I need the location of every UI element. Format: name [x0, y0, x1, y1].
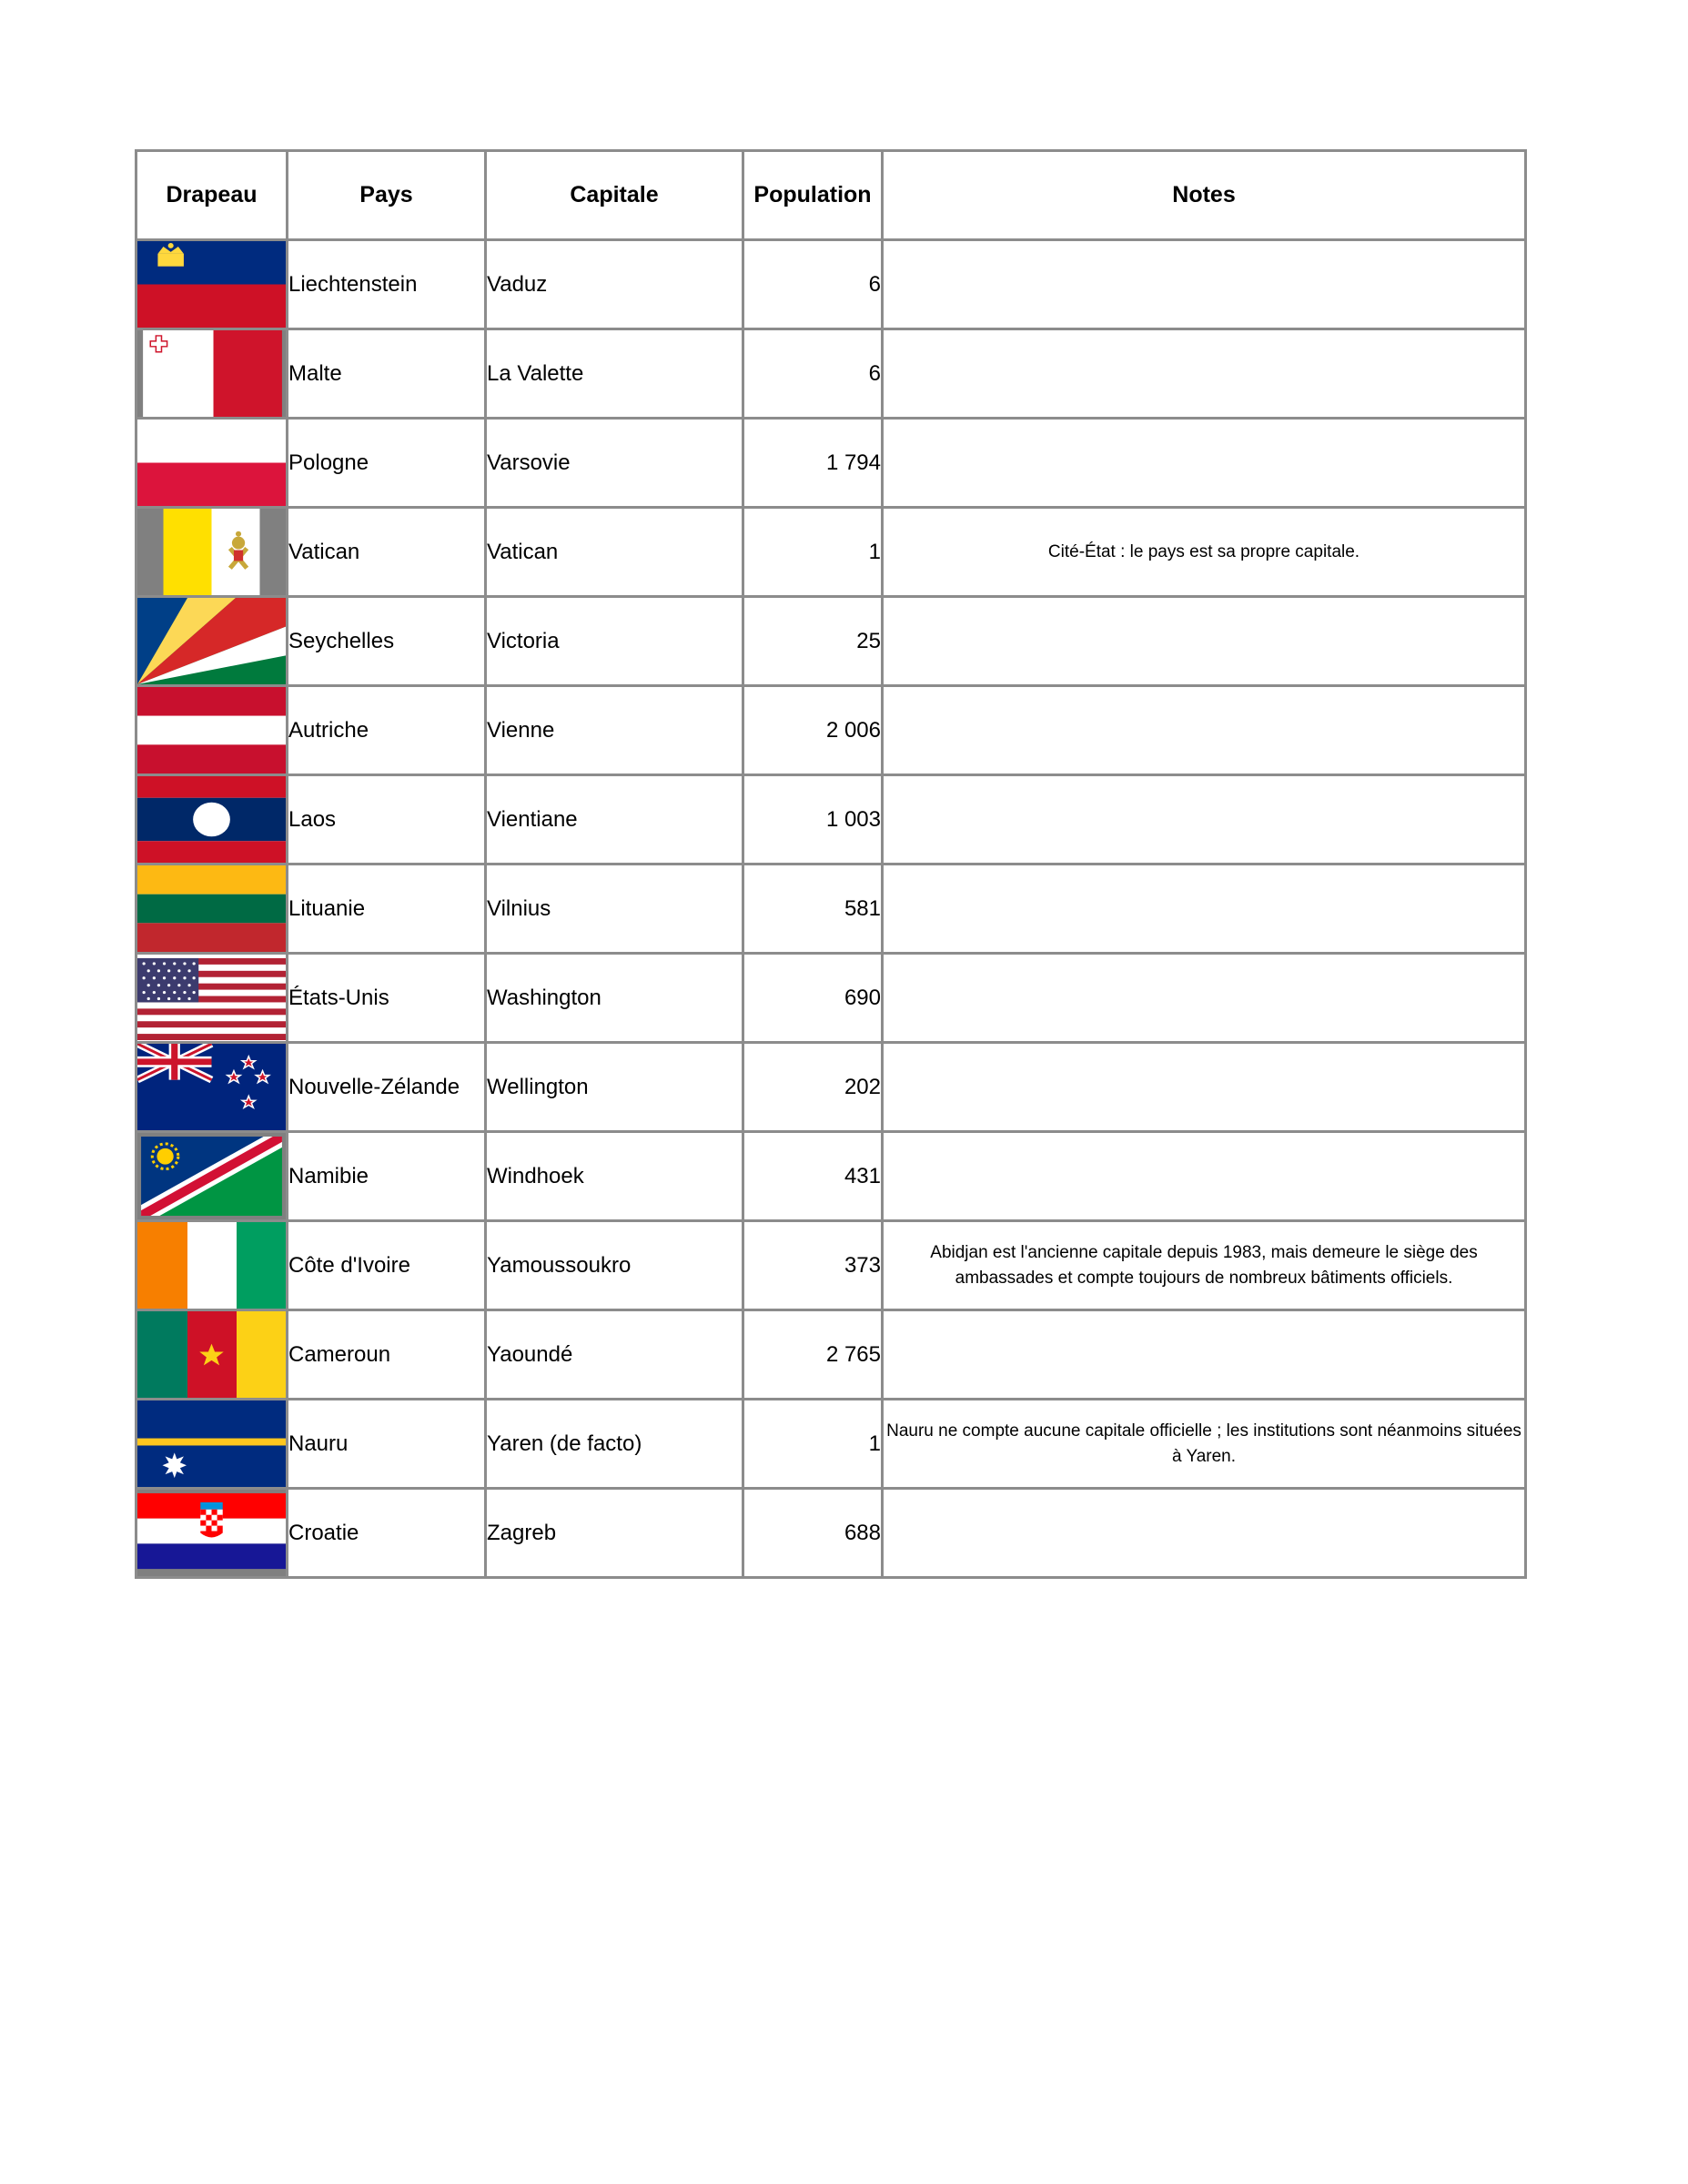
capital-cell: Yamoussoukro [486, 1221, 743, 1310]
country-cell: Côte d'Ivoire [288, 1221, 486, 1310]
population-cell: 6 [743, 329, 883, 419]
notes-cell: Cité-État : le pays est sa propre capitale. [883, 508, 1526, 597]
country-cell: Liechtenstein [288, 240, 486, 329]
notes-cell [883, 419, 1526, 508]
flag-cell [136, 954, 288, 1043]
capital-cell: Windhoek [486, 1132, 743, 1221]
notes-cell [883, 686, 1526, 775]
capital-cell: Washington [486, 954, 743, 1043]
flag-cell [136, 686, 288, 775]
country-cell: Seychelles [288, 597, 486, 686]
country-cell: Malte [288, 329, 486, 419]
capital-cell: Yaoundé [486, 1310, 743, 1400]
capital-cell: Wellington [486, 1043, 743, 1132]
flag-cell [136, 419, 288, 508]
header-notes: Notes [883, 151, 1526, 240]
capital-cell: Vatican [486, 508, 743, 597]
population-cell: 373 [743, 1221, 883, 1310]
country-cell: Nauru [288, 1400, 486, 1489]
flag-cell [136, 1132, 288, 1221]
capital-cell: Yaren (de facto) [486, 1400, 743, 1489]
country-cell: Vatican [288, 508, 486, 597]
table-row [136, 1221, 1526, 1310]
table-row [136, 954, 1526, 1043]
country-cell: Lituanie [288, 864, 486, 954]
flag-liechtenstein-icon [137, 241, 286, 328]
capitals-table [135, 149, 1527, 1579]
table-row [136, 1400, 1526, 1489]
country-cell: Croatie [288, 1489, 486, 1578]
notes-cell [883, 240, 1526, 329]
country-cell: Nouvelle-Zélande [288, 1043, 486, 1132]
flag-cell [136, 1043, 288, 1132]
population-cell: 431 [743, 1132, 883, 1221]
header-country: Pays [288, 151, 486, 240]
flag-cell [136, 1310, 288, 1400]
notes-cell: Abidjan est l'ancienne capitale depuis 1983, mais demeure le siège des ambassades et compte toujours de nombreux bâtiments officiels. [883, 1221, 1526, 1310]
flag-nauru-icon [137, 1400, 286, 1487]
population-cell: 581 [743, 864, 883, 954]
table-row [136, 1132, 1526, 1221]
capital-cell: Vilnius [486, 864, 743, 954]
notes-cell [883, 1489, 1526, 1578]
notes-cell [883, 329, 1526, 419]
flag-poland-icon [137, 420, 286, 506]
capital-cell: Vientiane [486, 775, 743, 864]
header-flag: Drapeau [136, 151, 288, 240]
header-population: Population [743, 151, 883, 240]
table-row [136, 508, 1526, 597]
capital-cell: La Valette [486, 329, 743, 419]
population-cell: 2 765 [743, 1310, 883, 1400]
country-cell: États-Unis [288, 954, 486, 1043]
flag-cell [136, 1400, 288, 1489]
table-row [136, 240, 1526, 329]
country-cell: Autriche [288, 686, 486, 775]
flag-malta-icon [137, 330, 286, 417]
flag-ivory-coast-icon [137, 1222, 286, 1309]
country-cell: Laos [288, 775, 486, 864]
notes-cell [883, 954, 1526, 1043]
notes-cell [883, 864, 1526, 954]
notes-cell: Nauru ne compte aucune capitale officielle ; les institutions sont néanmoins situées à Yaren. [883, 1400, 1526, 1489]
flag-cell [136, 864, 288, 954]
table-row [136, 597, 1526, 686]
flag-lithuania-icon [137, 865, 286, 952]
capital-cell: Zagreb [486, 1489, 743, 1578]
flag-austria-icon [137, 687, 286, 774]
table-header-row [136, 151, 1526, 240]
population-cell: 6 [743, 240, 883, 329]
notes-cell [883, 775, 1526, 864]
table-row [136, 864, 1526, 954]
flag-seychelles-icon [137, 598, 286, 684]
flag-cell [136, 240, 288, 329]
population-cell: 1 [743, 508, 883, 597]
capital-cell: Vienne [486, 686, 743, 775]
flag-cameroon-icon [137, 1311, 286, 1398]
table-row [136, 686, 1526, 775]
flag-namibia-icon [137, 1133, 286, 1219]
flag-cell [136, 329, 288, 419]
flag-cell [136, 1489, 288, 1578]
flag-cell [136, 775, 288, 864]
flag-laos-icon [137, 776, 286, 863]
table-row [136, 419, 1526, 508]
flag-new-zealand-icon [137, 1044, 286, 1130]
country-cell: Pologne [288, 419, 486, 508]
population-cell: 1 003 [743, 775, 883, 864]
notes-cell [883, 597, 1526, 686]
flag-cell [136, 508, 288, 597]
table-row [136, 775, 1526, 864]
flag-cell [136, 597, 288, 686]
flag-cell [136, 1221, 288, 1310]
population-cell: 690 [743, 954, 883, 1043]
flag-usa-icon [137, 955, 286, 1041]
table-row [136, 329, 1526, 419]
capital-cell: Vaduz [486, 240, 743, 329]
population-cell: 202 [743, 1043, 883, 1132]
table-row [136, 1043, 1526, 1132]
notes-cell [883, 1132, 1526, 1221]
flag-croatia-icon [137, 1490, 286, 1576]
capital-cell: Victoria [486, 597, 743, 686]
header-capital: Capitale [486, 151, 743, 240]
population-cell: 688 [743, 1489, 883, 1578]
country-cell: Cameroun [288, 1310, 486, 1400]
population-cell: 1 794 [743, 419, 883, 508]
population-cell: 1 [743, 1400, 883, 1489]
notes-cell [883, 1310, 1526, 1400]
population-cell: 25 [743, 597, 883, 686]
population-cell: 2 006 [743, 686, 883, 775]
notes-cell [883, 1043, 1526, 1132]
country-cell: Namibie [288, 1132, 486, 1221]
table-row [136, 1489, 1526, 1578]
capital-cell: Varsovie [486, 419, 743, 508]
table-row [136, 1310, 1526, 1400]
flag-vatican-icon [137, 509, 286, 595]
